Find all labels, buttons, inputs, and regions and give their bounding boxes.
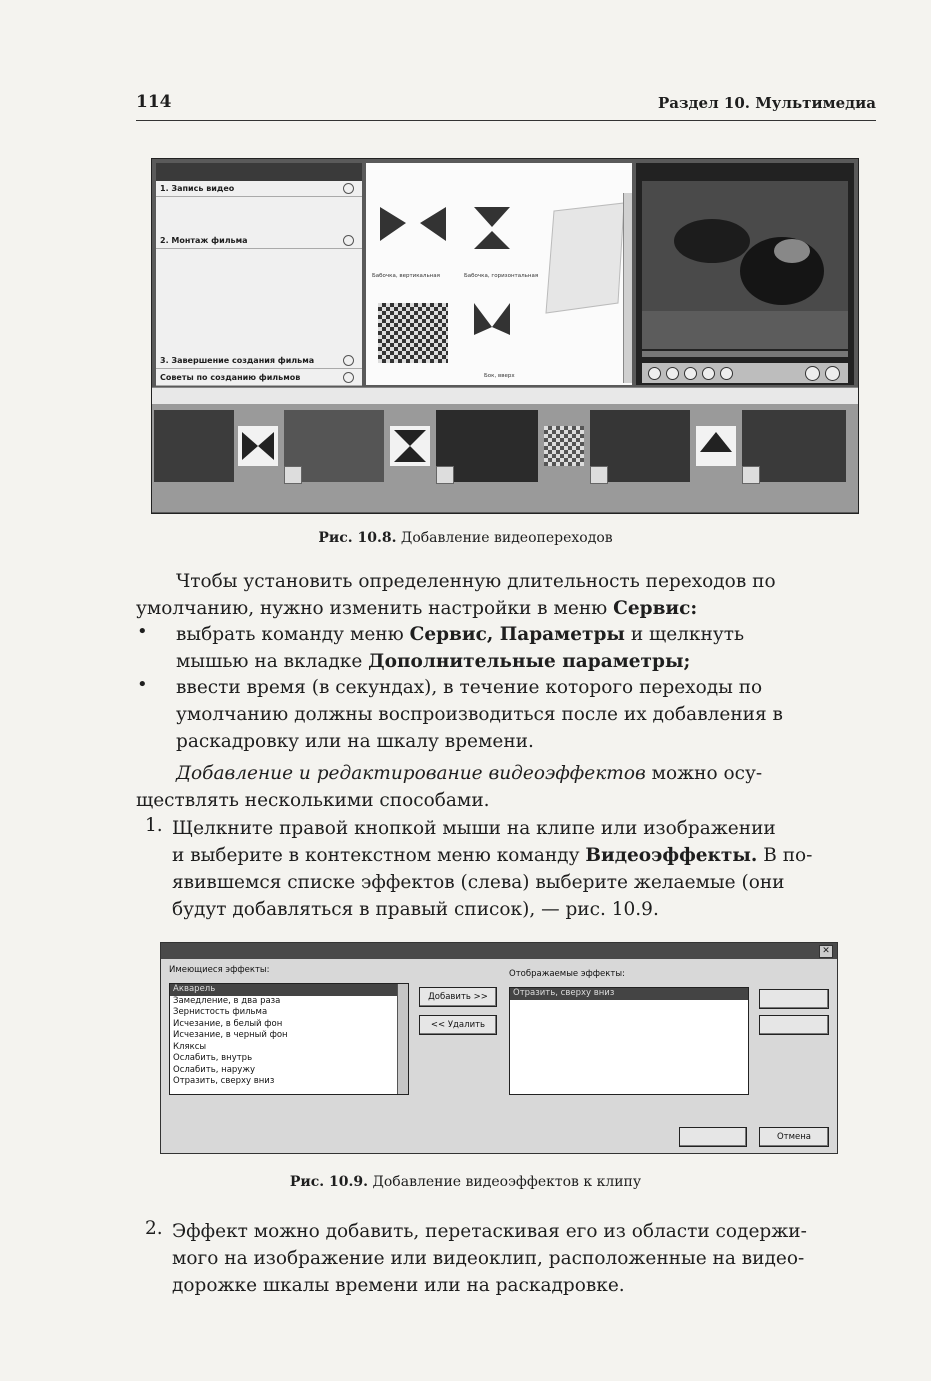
task-link[interactable] xyxy=(156,205,362,213)
move-down-button[interactable] xyxy=(759,1015,829,1035)
transition-slot[interactable] xyxy=(238,426,278,466)
ok-button[interactable] xyxy=(679,1127,747,1147)
collapse-icon[interactable] xyxy=(343,235,354,246)
list-item[interactable]: Ослабить, внутрь xyxy=(173,1053,253,1063)
list-line: явившемся списке эффектов (слева) выберите желаемые (они xyxy=(172,872,785,893)
back-icon[interactable] xyxy=(702,367,715,380)
task-section-label: 3. Завершение создания фильма xyxy=(160,356,315,365)
forward-icon[interactable] xyxy=(720,367,733,380)
task-section-label: Советы по созданию фильмов xyxy=(160,373,301,382)
paragraph-line: умолчанию, нужно изменить настройки в меню Сервис: xyxy=(136,598,698,619)
list-item[interactable]: Исчезание, в белый фон xyxy=(173,1018,283,1029)
list-item[interactable]: Ослабить, наружу xyxy=(173,1064,256,1075)
list-line: будут добавляться в правый список), — рис. 10.9. xyxy=(172,899,659,920)
preview-monitor xyxy=(636,163,854,385)
task-section-label: 1. Запись видео xyxy=(160,184,235,193)
task-link[interactable] xyxy=(156,273,362,281)
cancel-button[interactable]: Отмена xyxy=(759,1127,829,1147)
effect-star-icon[interactable] xyxy=(284,466,302,484)
snapshot-icon[interactable] xyxy=(825,366,840,381)
task-section-finish[interactable] xyxy=(156,353,362,369)
effect-star-icon[interactable] xyxy=(742,466,760,484)
list-item[interactable]: Кляксы xyxy=(173,1041,207,1052)
transition-slot[interactable] xyxy=(696,426,736,466)
caption-number: Рис. 10.8. xyxy=(318,530,397,546)
list-number: 1. xyxy=(145,815,163,836)
task-section-edit[interactable] xyxy=(156,233,362,249)
task-link[interactable] xyxy=(156,257,362,265)
running-head xyxy=(136,92,876,121)
caption-number: Рис. 10.9. xyxy=(289,1174,369,1190)
task-pane-header xyxy=(156,163,362,181)
list-line: Щелкните правой кнопкой мыши на клипе или изображении xyxy=(172,818,776,839)
corner-up-thumb[interactable] xyxy=(474,303,510,335)
play-icon[interactable] xyxy=(648,367,661,380)
list-line: дорожке шкалы времени или на раскадровке. xyxy=(172,1275,625,1296)
figure-video-effects-dialog xyxy=(160,942,838,1154)
task-link[interactable] xyxy=(156,213,362,221)
bullet-line: раскадровку или на шкалу времени. xyxy=(176,731,534,752)
transitions-pane xyxy=(366,163,632,385)
thumb-label: Бабочка, вертикальная xyxy=(372,273,440,279)
storyboard xyxy=(152,404,858,512)
caption-text: Добавление видеопереходов xyxy=(396,530,613,546)
collapse-icon[interactable] xyxy=(343,355,354,366)
list-item[interactable]: Отразить, сверху вниз xyxy=(510,988,748,1000)
preview-image xyxy=(642,181,848,349)
thumb-label: Бок, вверх xyxy=(484,373,515,379)
page-number: 114 xyxy=(136,92,172,112)
section-title: Раздел 10. Мультимедиа xyxy=(657,94,876,112)
collapse-icon[interactable] xyxy=(343,372,354,383)
checkerboard-thumb[interactable] xyxy=(378,303,448,363)
move-up-button[interactable] xyxy=(759,989,829,1009)
playback-controls xyxy=(642,363,848,383)
effect-star-icon[interactable] xyxy=(436,466,454,484)
transition-slot[interactable] xyxy=(544,426,584,466)
list-line: и выберите в контекстном меню команду Видеоэффекты. В по- xyxy=(172,845,813,866)
task-link[interactable] xyxy=(156,197,362,205)
figure-caption xyxy=(0,1174,931,1190)
bullet-line: ввести время (в секундах), в течение которого переходы по xyxy=(176,677,763,698)
bullet-line: мышью на вкладке Дополнительные параметры; xyxy=(176,651,691,672)
close-icon[interactable]: ✕ xyxy=(819,945,833,958)
storyboard-toolbar xyxy=(152,387,858,404)
list-item[interactable]: Отразить, сверху вниз xyxy=(173,1076,275,1086)
figure-movie-maker-screenshot xyxy=(151,158,859,514)
task-section-label: 2. Монтаж фильма xyxy=(160,236,248,245)
available-effects-label: Имеющиеся эффекты: xyxy=(169,965,270,975)
stop-icon[interactable] xyxy=(684,367,697,380)
task-section-record[interactable] xyxy=(156,181,362,197)
displayed-effects-label: Отображаемые эффекты: xyxy=(509,969,625,979)
task-link[interactable] xyxy=(156,249,362,257)
bullet-icon: • xyxy=(137,621,148,642)
transition-slot[interactable] xyxy=(390,426,430,466)
bullet-line: умолчанию должны воспроизводиться после их добавления в xyxy=(176,704,783,725)
list-line: мого на изображение или видеоклип, расположенные на видео- xyxy=(172,1248,805,1269)
displayed-effects-list[interactable] xyxy=(509,987,749,1095)
caption-text: Добавление видеоэффектов к клипу xyxy=(368,1174,642,1190)
butterfly-vertical-thumb[interactable] xyxy=(380,207,446,241)
list-item[interactable]: Исчезание, в черный фон xyxy=(173,1030,288,1040)
task-link[interactable] xyxy=(156,281,362,289)
remove-effect-button[interactable]: << Удалить xyxy=(419,1015,497,1035)
task-link[interactable] xyxy=(156,221,362,229)
transitions-scrollbar[interactable] xyxy=(623,193,632,383)
list-item[interactable]: Зернистость фильма xyxy=(173,1007,268,1017)
add-effect-button[interactable]: Добавить >> xyxy=(419,987,497,1007)
bullet-icon: • xyxy=(137,674,148,695)
list-scrollbar[interactable] xyxy=(397,984,408,1094)
pause-icon[interactable] xyxy=(666,367,679,380)
task-section-tips[interactable] xyxy=(156,370,362,386)
show-timeline-button[interactable] xyxy=(282,391,284,398)
paragraph-line: Чтобы установить определенную длительность переходов по xyxy=(176,571,776,592)
task-pane xyxy=(156,163,362,385)
list-item[interactable]: Замедление, в два раза xyxy=(173,995,281,1006)
task-link[interactable] xyxy=(156,265,362,273)
seek-bar[interactable] xyxy=(642,351,848,357)
monitor-title xyxy=(636,163,854,178)
available-effects-list[interactable] xyxy=(169,983,409,1095)
collapse-icon[interactable] xyxy=(343,183,354,194)
paragraph-line: ществлять несколькими способами. xyxy=(136,790,490,811)
effect-star-icon[interactable] xyxy=(590,466,608,484)
list-line: Эффект можно добавить, перетаскивая его из области содержи- xyxy=(172,1221,807,1242)
list-item[interactable]: Акварель xyxy=(170,984,408,996)
split-icon[interactable] xyxy=(805,366,820,381)
figure-caption xyxy=(0,530,931,546)
clip-thumbnail[interactable] xyxy=(154,410,234,482)
paragraph-line: Добавление и редактирование видеоэффектов можно осу- xyxy=(176,763,763,784)
bullet-line: выбрать команду меню Сервис, Параметры и щелкнуть xyxy=(176,624,745,645)
butterfly-horizontal-thumb[interactable] xyxy=(474,207,510,249)
dialog-titlebar xyxy=(161,943,837,959)
thumb-label: Бабочка, горизонтальная xyxy=(464,273,539,279)
list-number: 2. xyxy=(145,1218,163,1239)
